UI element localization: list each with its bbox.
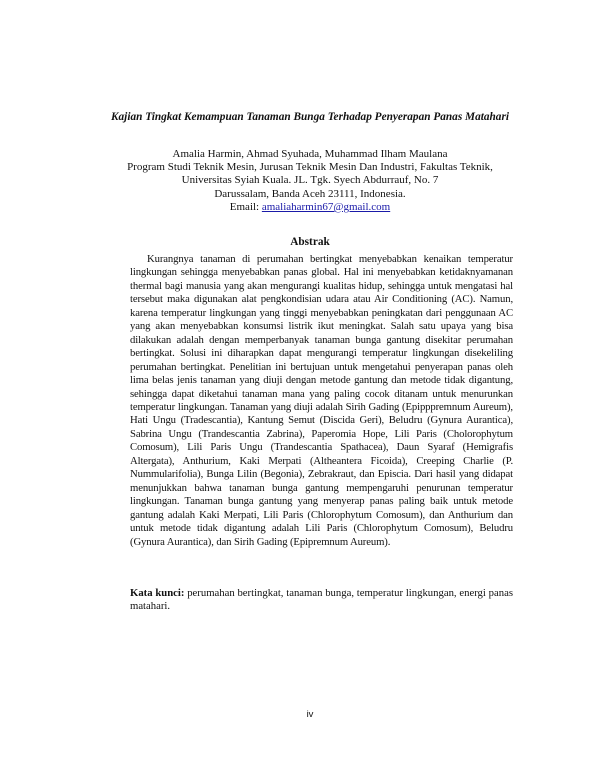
affiliation-line-1: Program Studi Teknik Mesin, Jurusan Teknik Mesin Dan Industri, Fakultas Teknik, — [127, 161, 493, 174]
keywords — [130, 587, 513, 614]
page-number: iv — [306, 709, 314, 720]
email-line — [85, 201, 535, 214]
affiliation-line-3: Darussalam, Banda Aceh 23111, Indonesia. — [214, 187, 406, 200]
author-names: Amalia Harmin, Ahmad Syuhada, Muhammad Ilham Maulana — [172, 148, 448, 160]
keywords-text: perumahan bertingkat, tanaman bunga, temperatur lingkungan, energi panas matahari. — [130, 587, 513, 613]
affiliation-line-2: Universitas Syiah Kuala. JL. Tgk. Syech Abdurrauf, No. 7 — [181, 174, 439, 187]
keywords-label: Kata kunci: — [130, 587, 185, 599]
paper-title: Kajian Tingkat Kemampuan Tanaman Bunga Terhadap Penyerapan Panas Matahari — [111, 111, 509, 123]
email-link[interactable]: amaliaharmin67@gmail.com — [261, 200, 391, 213]
abstract-body: Kurangnya tanaman di perumahan bertingkat menyebabkan kenaikan temperatur lingkungan sehingga menyebabkan panas global. Hal ini menyebabkan ketidaknyamanan thermal bagi manusia yang akan mengurangi kualitas hidup, sehingga untuk mengatasi hal tersebut maka digunakan alat pengkondisian udara atau Air Conditioning (AC). Namun, karena temperatur lingkungan yang tinggi menyebabkan peningkatan dari penggunaan AC yang akan menyebabkan konsumsi listrik ikut meningkat. Salah satu upaya yang bisa dilakukan adalah dengan memperbanyak tanaman bunga gantung disekitar perumahan bertingkat. Solusi ini diharapkan dapat mengurangi temperatur lingkungan disekeliling perumahan bertingkat. Penelitian ini bertujuan untuk mengetahui penyerapan panas oleh lima belas jenis tanaman yang diuji dengan metode gantung dan metode tidak digantung, sehingga dapat diketahui tanaman mana yang paling cocok ditanam untuk menurunkan temperatur lingkungan. Tanaman yang diuji adalah Sirih Gading (Epipppremnum Aureum), Hati Ungu (Tradescantia), Kantung Semut (Discida Geri), Beludru (Gynura Aurantica), Sabrina Ungu (Trandescantia Zabrina), Paperomia Hope, Lili Paris (Cholorophytum Comosum), Lili Paris Ungu (Trandescantia Spathacea), Daun Syaraf (Hemigrafis Altergata), Anthurium, Kaki Merpati (Altheantera Ficoida), Creeping Charlie (P. Nummularifolia), Bunga Lilin (Begonia), Zebrakraut, dan Episcia. Dari hasil yang didapat menunjukkan bahwa tanaman bunga gantung mempengaruhi penurunan temperatur lingkungan. Tanaman bunga gantung yang menyerap panas paling baik untuk metode gantung adalah Kaki Merpati, Lili Paris (Chlorophytum Comosum), dan Anthurium dan untuk metode tidak digantung adalah Lili Paris (Chlorophytum Comosum), Beludru (Gynura Aurantica), dan Sirih Gading (Epipremnum Aureum). — [130, 253, 513, 548]
abstract-heading: Abstrak — [290, 236, 330, 248]
author-block — [85, 148, 535, 214]
email-label: Email: — [229, 200, 262, 213]
